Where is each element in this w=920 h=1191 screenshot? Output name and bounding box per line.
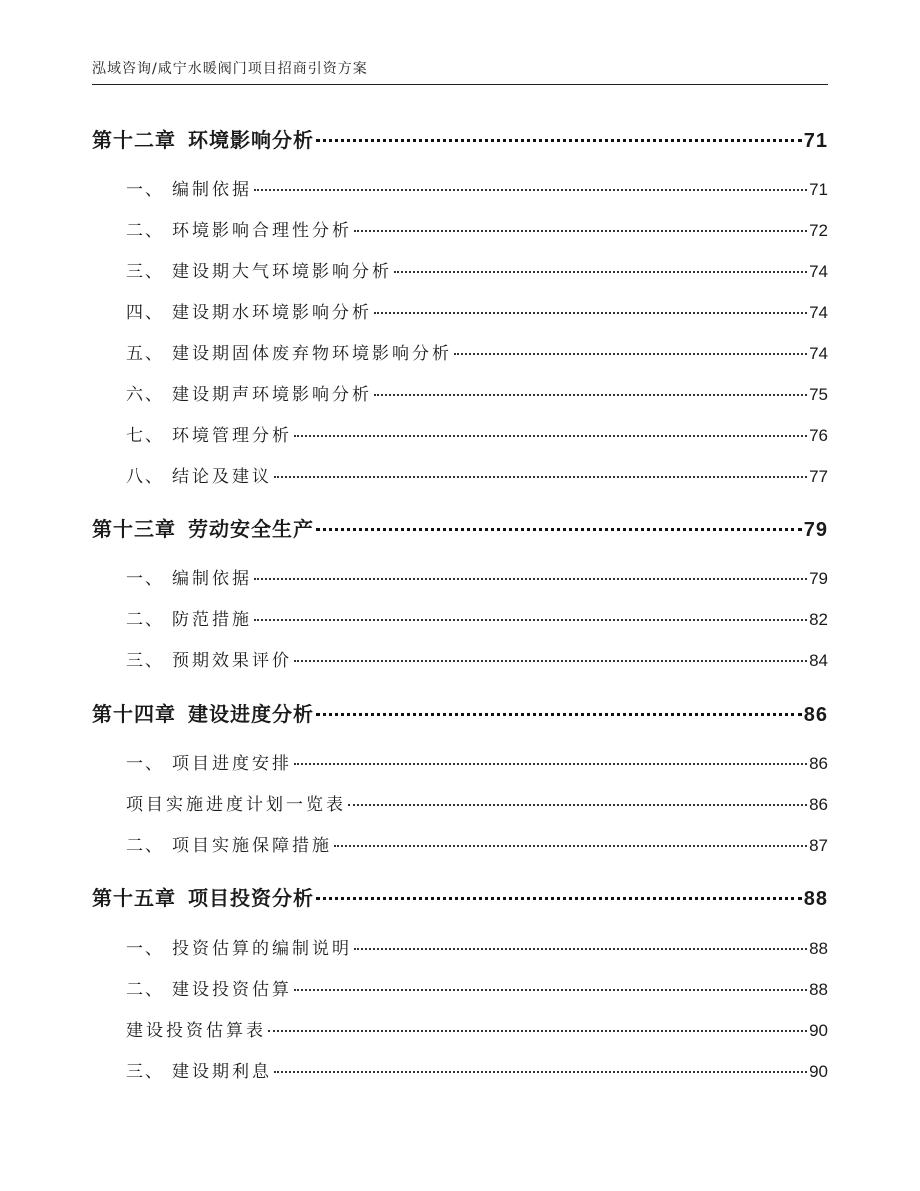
toc-entry-title: 编制依据 xyxy=(172,569,252,589)
toc-section-entry[interactable] xyxy=(92,339,828,364)
toc-entry-title: 编制依据 xyxy=(172,180,252,200)
toc-entry-number: 第十五章 xyxy=(92,886,176,910)
toc-section-entry[interactable] xyxy=(92,462,828,487)
toc-section-entry[interactable] xyxy=(92,831,828,856)
toc-page-number: 86 xyxy=(809,795,828,814)
toc-section-entry[interactable] xyxy=(92,421,828,446)
toc-chapter-entry[interactable] xyxy=(92,513,828,542)
toc-dot-leader xyxy=(294,763,807,765)
toc-entry-number: 一、 xyxy=(126,180,164,200)
toc-page-number: 88 xyxy=(809,939,828,958)
toc-entry-title: 建设进度分析 xyxy=(188,702,314,726)
toc-page-number: 77 xyxy=(809,467,828,486)
toc-section-entry[interactable] xyxy=(92,749,828,774)
toc-entry-title: 项目进度安排 xyxy=(172,754,292,774)
toc-entry-number: 八、 xyxy=(126,467,164,487)
toc-dot-leader xyxy=(254,578,807,580)
toc-page-number: 71 xyxy=(803,130,828,152)
toc-entry-number: 三、 xyxy=(126,262,164,282)
toc-entry-number: 第十四章 xyxy=(92,702,176,726)
toc-entry-title: 劳动安全生产 xyxy=(188,517,314,541)
toc-page-number: 86 xyxy=(809,754,828,773)
toc-page-number: 72 xyxy=(809,221,828,240)
toc-entry-number: 七、 xyxy=(126,426,164,446)
toc-entry-title: 建设投资估算表 xyxy=(126,1021,266,1041)
toc-dot-leader xyxy=(316,528,802,531)
toc-section-entry[interactable] xyxy=(92,1016,828,1041)
toc-entry-number: 六、 xyxy=(126,385,164,405)
toc-entry-title: 项目投资分析 xyxy=(188,886,314,910)
toc-dot-leader xyxy=(348,804,807,806)
toc-dot-leader xyxy=(454,353,807,355)
toc-entry-title: 环境影响合理性分析 xyxy=(172,221,352,241)
toc-page-number: 74 xyxy=(809,303,828,322)
toc-dot-leader xyxy=(294,989,807,991)
toc-page-number: 84 xyxy=(809,651,828,670)
toc-section-entry[interactable] xyxy=(92,257,828,282)
toc-dot-leader xyxy=(254,619,807,621)
toc-entry-title: 建设期大气环境影响分析 xyxy=(172,262,392,282)
toc-entry-number: 第十二章 xyxy=(92,128,176,152)
toc-page-number: 87 xyxy=(809,836,828,855)
toc-entry-title: 环境管理分析 xyxy=(172,426,292,446)
toc-section-entry[interactable] xyxy=(92,975,828,1000)
toc-chapter-entry[interactable] xyxy=(92,698,828,727)
toc-page-number: 90 xyxy=(809,1062,828,1081)
toc-chapter-entry[interactable] xyxy=(92,882,828,911)
toc-entry-title: 建设投资估算 xyxy=(172,980,292,1000)
toc-section-entry[interactable] xyxy=(92,216,828,241)
toc-entry-title: 项目实施进度计划一览表 xyxy=(126,795,346,815)
toc-dot-leader xyxy=(274,1071,807,1073)
toc-dot-leader xyxy=(334,845,807,847)
toc-entry-number: 四、 xyxy=(126,303,164,323)
toc-section-entry[interactable] xyxy=(92,175,828,200)
toc-chapter-entry[interactable] xyxy=(92,124,828,153)
toc-dot-leader xyxy=(374,312,807,314)
toc-page-number: 88 xyxy=(809,980,828,999)
toc-page-number: 90 xyxy=(809,1021,828,1040)
toc-page-number: 86 xyxy=(803,704,828,726)
toc-entry-number: 第十三章 xyxy=(92,517,176,541)
toc-entry-title: 项目实施保障措施 xyxy=(172,836,332,856)
toc-entry-number: 五、 xyxy=(126,344,164,364)
toc-dot-leader xyxy=(294,435,807,437)
toc-page-number: 71 xyxy=(809,180,828,199)
toc-section-entry[interactable] xyxy=(92,1057,828,1082)
toc-page-number: 75 xyxy=(809,385,828,404)
toc-entry-title: 建设期声环境影响分析 xyxy=(172,385,372,405)
toc-entry-title: 投资估算的编制说明 xyxy=(172,939,352,959)
toc-entry-number: 三、 xyxy=(126,1062,164,1082)
toc-dot-leader xyxy=(294,660,807,662)
toc-section-entry[interactable] xyxy=(92,380,828,405)
toc-page-number: 79 xyxy=(803,519,828,541)
toc-section-entry[interactable] xyxy=(92,298,828,323)
toc-entry-title: 预期效果评价 xyxy=(172,651,292,671)
header-rule xyxy=(92,84,828,85)
toc-entry-number: 一、 xyxy=(126,569,164,589)
toc-dot-leader xyxy=(274,476,807,478)
toc-entry-number: 一、 xyxy=(126,939,164,959)
toc-page-number: 88 xyxy=(803,888,828,910)
toc-dot-leader xyxy=(316,897,802,900)
toc-entry-title: 建设期固体废弃物环境影响分析 xyxy=(172,344,452,364)
toc-dot-leader xyxy=(354,230,807,232)
toc-section-entry[interactable] xyxy=(92,790,828,815)
toc-entry-title: 环境影响分析 xyxy=(188,128,314,152)
toc-entry-number: 三、 xyxy=(126,651,164,671)
toc-entry-number: 二、 xyxy=(126,610,164,630)
toc-entry-title: 建设期利息 xyxy=(172,1062,272,1082)
toc-entry-title: 建设期水环境影响分析 xyxy=(172,303,372,323)
toc-dot-leader xyxy=(254,189,807,191)
toc-section-entry[interactable] xyxy=(92,564,828,589)
toc-entry-number: 二、 xyxy=(126,221,164,241)
toc-page-number: 74 xyxy=(809,262,828,281)
toc-entry-title: 结论及建议 xyxy=(172,467,272,487)
toc-entry-number: 二、 xyxy=(126,980,164,1000)
toc-dot-leader xyxy=(316,713,802,716)
toc-dot-leader xyxy=(354,948,807,950)
toc-section-entry[interactable] xyxy=(92,605,828,630)
toc-page-number: 82 xyxy=(809,610,828,629)
toc-entry-number: 二、 xyxy=(126,836,164,856)
toc-page-number: 74 xyxy=(809,344,828,363)
toc-section-entry[interactable] xyxy=(92,934,828,959)
toc-page-number: 76 xyxy=(809,426,828,445)
toc-entry-title: 防范措施 xyxy=(172,610,252,630)
toc-page-number: 79 xyxy=(809,569,828,588)
toc-section-entry[interactable] xyxy=(92,646,828,671)
running-header: 泓域咨询/咸宁水暖阀门项目招商引资方案 xyxy=(92,61,368,77)
toc-dot-leader xyxy=(316,139,802,142)
toc-entry-number: 一、 xyxy=(126,754,164,774)
toc-dot-leader xyxy=(268,1030,807,1032)
toc-dot-leader xyxy=(374,394,807,396)
toc-dot-leader xyxy=(394,271,807,273)
